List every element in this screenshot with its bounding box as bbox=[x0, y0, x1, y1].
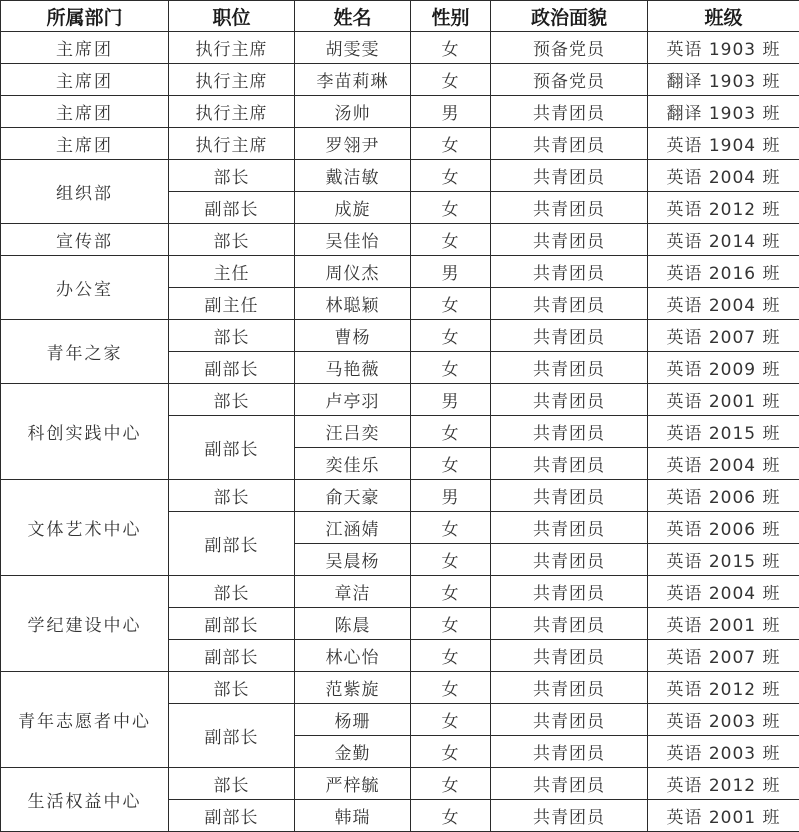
class-cell: 翻译 1903 班 bbox=[648, 96, 799, 128]
member-name-cell: 胡雯雯 bbox=[295, 32, 411, 64]
gender-cell: 女 bbox=[411, 512, 491, 544]
member-name-cell: 李苗莉琳 bbox=[295, 64, 411, 96]
position-cell: 部长 bbox=[169, 576, 295, 608]
member-name-cell: 汪吕奕 bbox=[295, 416, 411, 448]
gender-cell: 男 bbox=[411, 384, 491, 416]
political-status-cell: 共青团员 bbox=[491, 256, 648, 288]
class-cell: 英语 1904 班 bbox=[648, 128, 799, 160]
roster-body bbox=[1, 32, 799, 832]
department-cell: 青年之家 bbox=[1, 320, 169, 384]
position-cell: 执行主席 bbox=[169, 64, 295, 96]
class-cell: 英语 2007 班 bbox=[648, 320, 799, 352]
position-cell: 执行主席 bbox=[169, 128, 295, 160]
political-status-cell: 共青团员 bbox=[491, 192, 648, 224]
table-row bbox=[1, 224, 799, 256]
member-name-cell: 金勤 bbox=[295, 736, 411, 768]
political-status-cell: 共青团员 bbox=[491, 224, 648, 256]
political-status-cell: 共青团员 bbox=[491, 544, 648, 576]
department-cell: 主席团 bbox=[1, 128, 169, 160]
class-cell: 英语 2001 班 bbox=[648, 608, 799, 640]
political-status-cell: 共青团员 bbox=[491, 288, 648, 320]
position-cell: 部长 bbox=[169, 672, 295, 704]
political-status-cell: 共青团员 bbox=[491, 96, 648, 128]
member-name-cell: 罗翎尹 bbox=[295, 128, 411, 160]
gender-cell: 女 bbox=[411, 448, 491, 480]
department-cell: 主席团 bbox=[1, 64, 169, 96]
table-row bbox=[1, 256, 799, 288]
political-status-cell: 共青团员 bbox=[491, 736, 648, 768]
position-cell: 主任 bbox=[169, 256, 295, 288]
gender-cell: 男 bbox=[411, 480, 491, 512]
political-status-cell: 共青团员 bbox=[491, 480, 648, 512]
table-row bbox=[1, 576, 799, 608]
header-gender: 性别 bbox=[411, 1, 491, 32]
member-name-cell: 吴晨杨 bbox=[295, 544, 411, 576]
political-status-cell: 共青团员 bbox=[491, 768, 648, 800]
department-cell: 主席团 bbox=[1, 32, 169, 64]
gender-cell: 女 bbox=[411, 576, 491, 608]
header-political-status: 政治面貌 bbox=[491, 1, 648, 32]
gender-cell: 女 bbox=[411, 640, 491, 672]
position-cell: 部长 bbox=[169, 224, 295, 256]
header-department: 所属部门 bbox=[1, 1, 169, 32]
gender-cell: 女 bbox=[411, 672, 491, 704]
position-cell: 部长 bbox=[169, 768, 295, 800]
department-cell: 主席团 bbox=[1, 96, 169, 128]
position-cell: 副部长 bbox=[169, 640, 295, 672]
member-name-cell: 陈晨 bbox=[295, 608, 411, 640]
member-name-cell: 江涵婧 bbox=[295, 512, 411, 544]
position-cell: 执行主席 bbox=[169, 96, 295, 128]
gender-cell: 女 bbox=[411, 192, 491, 224]
position-cell: 副部长 bbox=[169, 512, 295, 576]
position-cell: 部长 bbox=[169, 320, 295, 352]
department-cell: 宣传部 bbox=[1, 224, 169, 256]
position-cell: 副部长 bbox=[169, 352, 295, 384]
class-cell: 英语 2003 班 bbox=[648, 704, 799, 736]
table-row bbox=[1, 768, 799, 800]
member-name-cell: 汤帅 bbox=[295, 96, 411, 128]
class-cell: 英语 2004 班 bbox=[648, 448, 799, 480]
position-cell: 副部长 bbox=[169, 704, 295, 768]
position-cell: 副部长 bbox=[169, 192, 295, 224]
department-cell: 生活权益中心 bbox=[1, 768, 169, 832]
header-row bbox=[1, 1, 799, 32]
position-cell: 副部长 bbox=[169, 608, 295, 640]
class-cell: 英语 2001 班 bbox=[648, 384, 799, 416]
member-name-cell: 曹杨 bbox=[295, 320, 411, 352]
position-cell: 部长 bbox=[169, 160, 295, 192]
table-row bbox=[1, 32, 799, 64]
department-cell: 青年志愿者中心 bbox=[1, 672, 169, 768]
class-cell: 英语 2003 班 bbox=[648, 736, 799, 768]
political-status-cell: 共青团员 bbox=[491, 704, 648, 736]
table-row bbox=[1, 480, 799, 512]
class-cell: 英语 2015 班 bbox=[648, 416, 799, 448]
gender-cell: 女 bbox=[411, 288, 491, 320]
member-name-cell: 周仪杰 bbox=[295, 256, 411, 288]
table-row bbox=[1, 384, 799, 416]
member-name-cell: 范紫旋 bbox=[295, 672, 411, 704]
class-cell: 英语 2012 班 bbox=[648, 192, 799, 224]
member-name-cell: 林聪颖 bbox=[295, 288, 411, 320]
political-status-cell: 共青团员 bbox=[491, 160, 648, 192]
position-cell: 副部长 bbox=[169, 800, 295, 832]
member-name-cell: 杨珊 bbox=[295, 704, 411, 736]
gender-cell: 女 bbox=[411, 224, 491, 256]
class-cell: 英语 2004 班 bbox=[648, 576, 799, 608]
gender-cell: 女 bbox=[411, 160, 491, 192]
position-cell: 副部长 bbox=[169, 416, 295, 480]
class-cell: 英语 2016 班 bbox=[648, 256, 799, 288]
header-class: 班级 bbox=[648, 1, 799, 32]
political-status-cell: 共青团员 bbox=[491, 128, 648, 160]
department-cell: 学纪建设中心 bbox=[1, 576, 169, 672]
class-cell: 英语 2012 班 bbox=[648, 672, 799, 704]
class-cell: 英语 1903 班 bbox=[648, 32, 799, 64]
table-row bbox=[1, 160, 799, 192]
political-status-cell: 共青团员 bbox=[491, 384, 648, 416]
political-status-cell: 共青团员 bbox=[491, 448, 648, 480]
member-name-cell: 卢亭羽 bbox=[295, 384, 411, 416]
department-cell: 组织部 bbox=[1, 160, 169, 224]
political-status-cell: 共青团员 bbox=[491, 608, 648, 640]
class-cell: 英语 2006 班 bbox=[648, 480, 799, 512]
table-row bbox=[1, 128, 799, 160]
member-name-cell: 成旋 bbox=[295, 192, 411, 224]
gender-cell: 女 bbox=[411, 736, 491, 768]
header-position: 职位 bbox=[169, 1, 295, 32]
class-cell: 英语 2012 班 bbox=[648, 768, 799, 800]
member-name-cell: 戴洁敏 bbox=[295, 160, 411, 192]
political-status-cell: 共青团员 bbox=[491, 672, 648, 704]
gender-cell: 女 bbox=[411, 352, 491, 384]
member-name-cell: 林心怡 bbox=[295, 640, 411, 672]
gender-cell: 女 bbox=[411, 544, 491, 576]
political-status-cell: 预备党员 bbox=[491, 32, 648, 64]
gender-cell: 女 bbox=[411, 608, 491, 640]
gender-cell: 女 bbox=[411, 32, 491, 64]
political-status-cell: 共青团员 bbox=[491, 320, 648, 352]
political-status-cell: 共青团员 bbox=[491, 800, 648, 832]
political-status-cell: 共青团员 bbox=[491, 576, 648, 608]
class-cell: 英语 2006 班 bbox=[648, 512, 799, 544]
member-name-cell: 章洁 bbox=[295, 576, 411, 608]
member-name-cell: 马艳薇 bbox=[295, 352, 411, 384]
position-cell: 部长 bbox=[169, 480, 295, 512]
gender-cell: 女 bbox=[411, 704, 491, 736]
political-status-cell: 共青团员 bbox=[491, 352, 648, 384]
class-cell: 英语 2004 班 bbox=[648, 160, 799, 192]
gender-cell: 女 bbox=[411, 64, 491, 96]
table-row bbox=[1, 64, 799, 96]
class-cell: 英语 2007 班 bbox=[648, 640, 799, 672]
position-cell: 副主任 bbox=[169, 288, 295, 320]
class-cell: 英语 2014 班 bbox=[648, 224, 799, 256]
gender-cell: 女 bbox=[411, 416, 491, 448]
table-row bbox=[1, 96, 799, 128]
position-cell: 部长 bbox=[169, 384, 295, 416]
position-cell: 执行主席 bbox=[169, 32, 295, 64]
political-status-cell: 预备党员 bbox=[491, 64, 648, 96]
gender-cell: 男 bbox=[411, 256, 491, 288]
class-cell: 英语 2015 班 bbox=[648, 544, 799, 576]
member-name-cell: 奕佳乐 bbox=[295, 448, 411, 480]
gender-cell: 女 bbox=[411, 128, 491, 160]
class-cell: 翻译 1903 班 bbox=[648, 64, 799, 96]
member-name-cell: 吴佳怡 bbox=[295, 224, 411, 256]
class-cell: 英语 2004 班 bbox=[648, 288, 799, 320]
class-cell: 英语 2009 班 bbox=[648, 352, 799, 384]
table-row bbox=[1, 320, 799, 352]
gender-cell: 男 bbox=[411, 96, 491, 128]
department-cell: 文体艺术中心 bbox=[1, 480, 169, 576]
gender-cell: 女 bbox=[411, 768, 491, 800]
gender-cell: 女 bbox=[411, 800, 491, 832]
department-cell: 办公室 bbox=[1, 256, 169, 320]
class-cell: 英语 2001 班 bbox=[648, 800, 799, 832]
member-name-cell: 严梓毓 bbox=[295, 768, 411, 800]
table-row bbox=[1, 672, 799, 704]
political-status-cell: 共青团员 bbox=[491, 640, 648, 672]
department-cell: 科创实践中心 bbox=[1, 384, 169, 480]
member-name-cell: 韩瑞 bbox=[295, 800, 411, 832]
gender-cell: 女 bbox=[411, 320, 491, 352]
member-name-cell: 俞天豪 bbox=[295, 480, 411, 512]
political-status-cell: 共青团员 bbox=[491, 416, 648, 448]
political-status-cell: 共青团员 bbox=[491, 512, 648, 544]
header-name: 姓名 bbox=[295, 1, 411, 32]
